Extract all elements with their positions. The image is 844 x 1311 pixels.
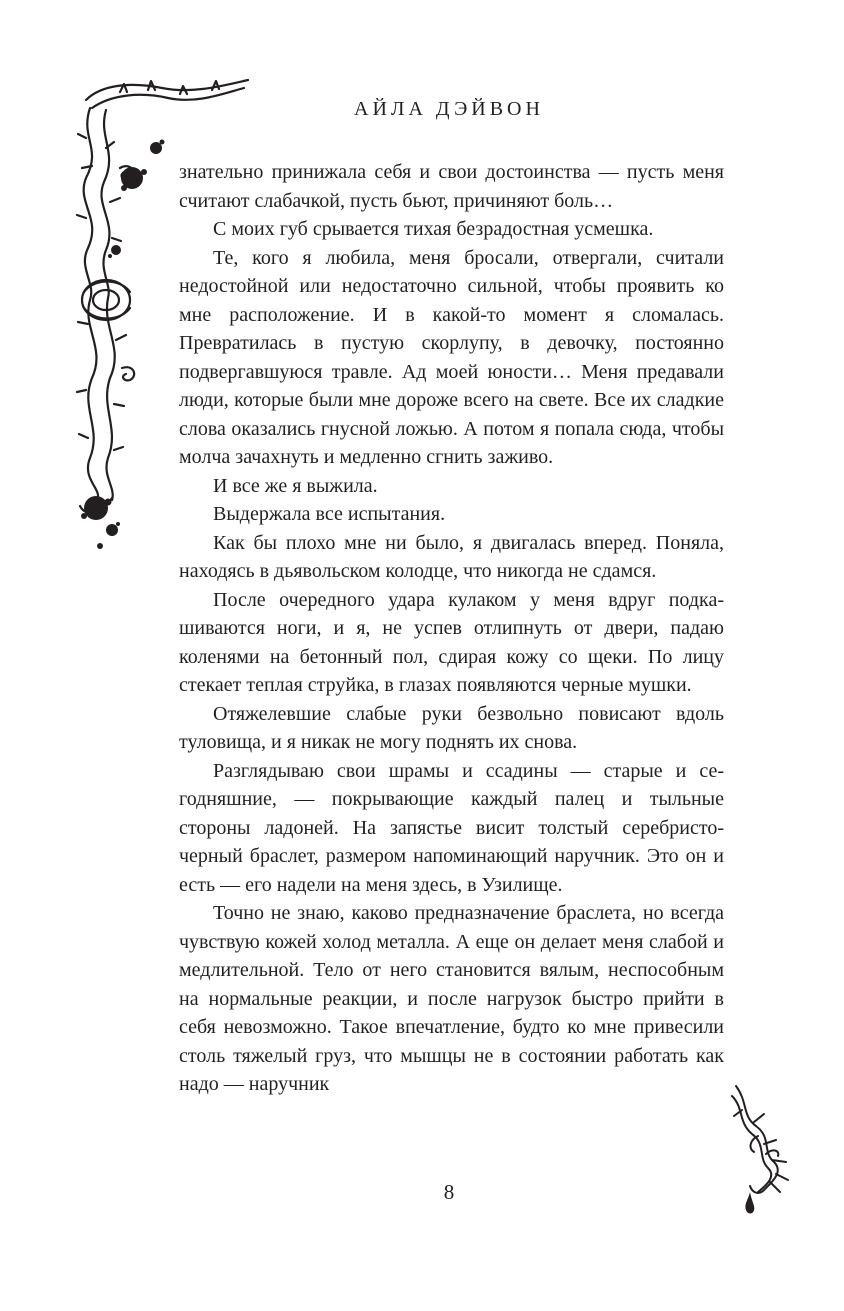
paragraph: Точно не знаю, каково предназначение браслета, но всегда чувствую кожей холод металла. А еще он делает меня слабой и медлительной. Тело от него становится вялым, неспособным на нормальные реакции, и после нагрузок быстро прийти в себя невозможно. Такое впечатление, будто ко мне привесили столь тяжелый груз, что мышцы не в состоянии работать как надо — наручник [179,902,724,1095]
paragraph: С моих губ срывается тихая безрадостная усмешка. [213,218,654,240]
paragraph: Те, кого я любила, меня бросали, отвергали, считали недостойной или недостаточно сильной, чтобы проявить ко мне расположение. И в какой-то момент я сломалась. Превратилась в пустую скорлупу, в девочку, постоянно подвергавшуюся травле. Ад моей юности… Меня предавали люди, которые были мне дороже всего на свете. Все их сладкие слова оказались гнусной ложью. А потом я попала сюда, чтобы молча зачахнуть и медленно сгнить заживо. [179,246,724,468]
paragraph: Разглядываю свои шрамы и ссадины — старые и сегодняшние, — покрывающие каждый палец и тыльные стороны ладоней. На запястье висит толстый серебристочерный браслет, размером напоминающий наручник. Это он и есть — его надели на меня здесь, в Узилище. [179,759,724,896]
paragraph: знательно принижала себя и свои достоинства — пусть меня считают слабачкой, пусть бьют, причиняют боль… [179,161,724,212]
running-head: АЙЛА ДЭЙВОН [354,98,544,120]
paragraph: Как бы плохо мне ни было, я двигалась вперед. Поняла, находясь в дьявольском колодце, что никогда не сдамся. [179,531,724,582]
body-text [179,158,724,1099]
ink-drip-icon [745,1192,754,1213]
paragraph: После очередного удара кулаком у меня вдруг подкашиваются ноги, и я, не успев отлипнуть от двери, падаю коленями на бетонный пол, сдирая кожу со щеки. По лицу стекает теплая струйка, в глазах появляются черные мушки. [179,588,724,696]
page-number: 8 [443,1180,455,1204]
paragraph: И все же я выжила. [213,474,378,497]
thorn-ornament-icon [728,1082,794,1218]
paragraph: Выдержала все испытания. [213,503,446,525]
paragraph: Отяжелевшие слабые руки безвольно повисают вдоль туловища, и я никак не могу поднять их снова. [179,702,724,753]
